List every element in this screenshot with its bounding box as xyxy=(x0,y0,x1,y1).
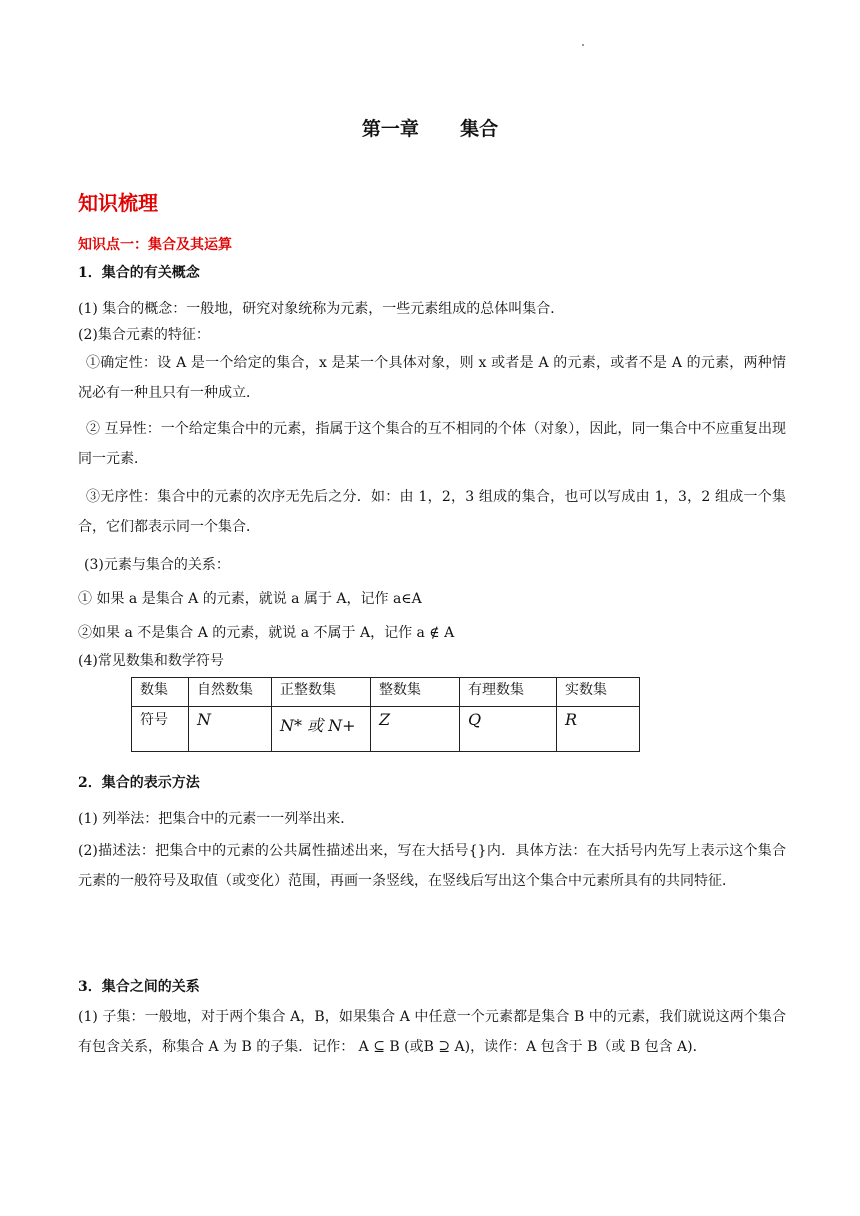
table-cell: 数集 xyxy=(132,678,189,707)
para-common-sets: (4)常见数集和数学符号 xyxy=(78,653,224,669)
table-cell: Q xyxy=(460,707,557,752)
para-distinct: ② 互异性：一个给定集合中的元素，指属于这个集合的互不相同的个体（对象），因此，同一集合中不应重复出现同一元素． xyxy=(78,421,786,467)
para-listing-method: (1) 列举法：把集合中的元素一一列举出来． xyxy=(78,811,355,827)
para-determinate: ①确定性：设 A 是一个给定的集合，x 是某一个具体对象，则 x 或者是 A 的元素，或者不是 A 的元素，两种情况必有一种且只有一种成立． xyxy=(78,355,786,401)
para-element-relation: (3)元素与集合的关系： xyxy=(84,557,230,573)
para-subset: (1) 子集：一般地，对于两个集合 A，B，如果集合 A 中任意一个元素都是集合 B 中的元素，我们就说这两个集合有包含关系，称集合 A 为 B 的子集．记作： A ⊆ B (或B ⊇ A)，读作：A 包含于 B（或 B 包含 A)． xyxy=(78,1009,786,1055)
para-not-belongs: ②如果 a 不是集合 A 的元素，就说 a 不属于 A，记作 a ∉ A xyxy=(78,625,455,641)
table-cell: R xyxy=(557,707,640,752)
heading-relations: 3．集合之间的关系 xyxy=(78,979,200,995)
heading-representation: 2．集合的表示方法 xyxy=(78,775,200,791)
chapter-number: 第一章 xyxy=(361,118,419,140)
para-element-features: (2)集合元素的特征： xyxy=(78,327,210,343)
table-cell: 实数集 xyxy=(557,678,640,707)
para-belongs: ① 如果 a 是集合 A 的元素，就说 a 属于 A，记作 a∈A xyxy=(78,591,422,607)
chapter-title xyxy=(0,114,860,141)
number-set-table xyxy=(131,677,640,752)
table-header-row xyxy=(132,678,640,707)
chapter-name: 集合 xyxy=(460,118,499,140)
para-set-concept: (1) 集合的概念：一般地，研究对象统称为元素，一些元素组成的总体叫集合． xyxy=(78,301,565,317)
section-heading: 知识梳理 xyxy=(78,191,158,215)
table-cell: N xyxy=(189,707,272,752)
knowledge-point-title: 知识点一：集合及其运算 xyxy=(78,237,232,253)
heading-concepts: 1．集合的有关概念 xyxy=(78,265,200,281)
page-mark xyxy=(582,44,584,46)
table-cell: 整数集 xyxy=(371,678,460,707)
table-cell: 符号 xyxy=(132,707,189,752)
table-cell: Z xyxy=(371,707,460,752)
table-cell: 有理数集 xyxy=(460,678,557,707)
table-row xyxy=(132,707,640,752)
para-unordered: ③无序性：集合中的元素的次序无先后之分．如：由 1，2，3 组成的集合，也可以写成由 1，3，2 组成一个集合，它们都表示同一个集合． xyxy=(78,489,786,535)
table-cell: 自然数集 xyxy=(189,678,272,707)
para-description-method: (2)描述法：把集合中的元素的公共属性描述出来，写在大括号{}内．具体方法：在大括号内先写上表示这个集合元素的一般符号及取值（或变化）范围，再画一条竖线，在竖线后写出这个集合中元素所具有的共同特征． xyxy=(78,843,786,889)
table-cell: 正整数集 xyxy=(272,678,371,707)
table-cell: N* 或 N+ xyxy=(272,707,371,752)
